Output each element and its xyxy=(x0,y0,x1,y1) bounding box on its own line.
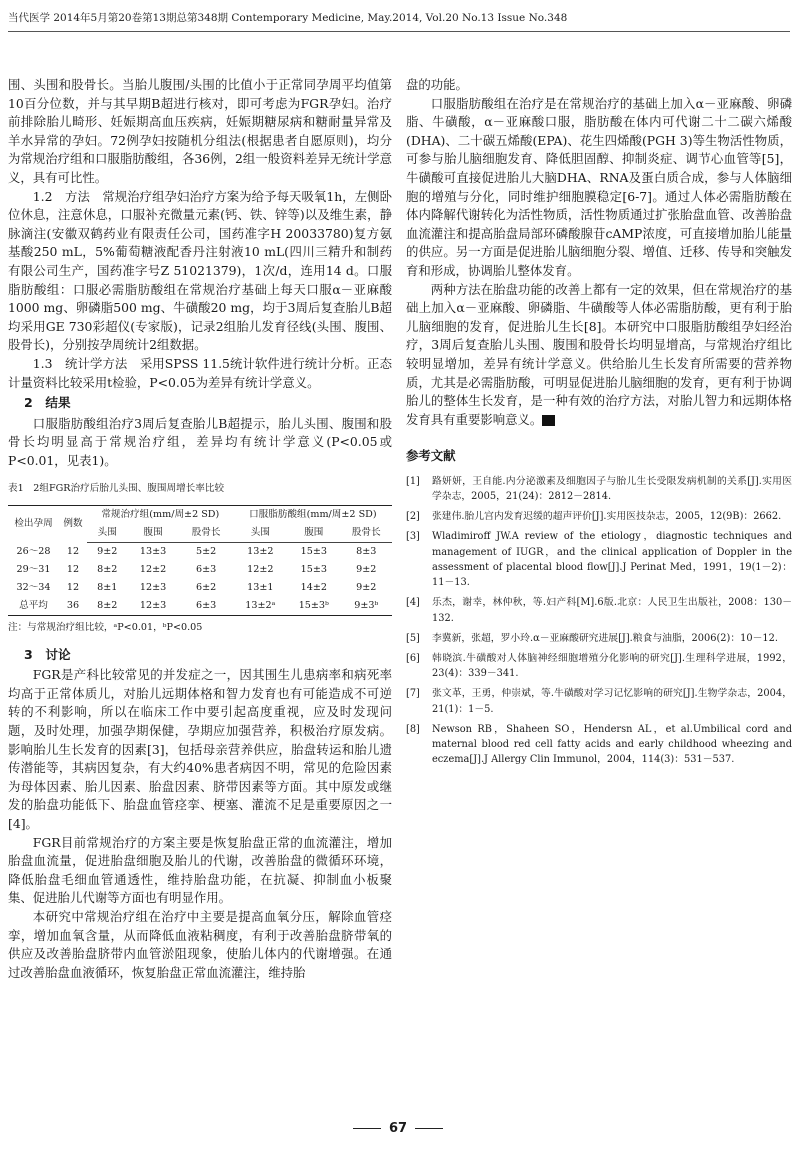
table-cell: 8±2 xyxy=(87,597,128,616)
section-heading-discussion: 3 讨论 xyxy=(24,646,71,662)
table-header-group2: 口服脂肪酸组(mm/周±2 SD) xyxy=(234,506,392,525)
reference-list xyxy=(406,474,792,767)
table-cell: 13±3 xyxy=(139,546,167,558)
right-column xyxy=(406,76,792,772)
discussion-paragraph: FGR目前常规治疗的方案主要是恢复胎盘正常的血流灌注，增加胎盘血流量，促进胎盘细胞及胎儿的代谢，改善胎盘的微循环环境，降低胎盘毛细血管通透性，维持胎盘功能，在抗凝、抑制血小板聚集、促进胎儿代谢等方面也有明显作用。 xyxy=(8,834,392,906)
reference-item xyxy=(406,686,792,716)
reference-text: 韩晓滨.牛磺酸对人体脑神经细胞增殖分化影响的研究[J].生理科学进展，1992，23(4)：339－341. xyxy=(432,652,792,680)
running-header: 当代医学 2014年5月第20卷第13期总第348期 Contemporary Medicine, May.2014, Vol.20 No.13 Issue No.348 xyxy=(8,12,568,24)
reference-number: [2] xyxy=(406,511,420,523)
table-row-total xyxy=(8,597,392,616)
reference-number: [3] xyxy=(406,531,420,543)
table-cell: 29～31 xyxy=(16,564,51,576)
table-cell: 8±2 xyxy=(97,564,118,576)
table-caption: 表1 2组FGR治疗后胎儿头围、腹围周增长率比较 xyxy=(8,483,225,495)
header-rule xyxy=(8,31,790,32)
references-heading: 参考文献 xyxy=(406,448,456,464)
reference-text: 乐杰，谢幸，林仲秋，等.妇产科[M].6版.北京：人民卫生出版社，2008：130－132. xyxy=(432,597,792,624)
table-row xyxy=(8,561,392,579)
table-cell: 15±3ᵇ xyxy=(287,597,341,616)
table-note: 注：与常规治疗组比较，ᵃP<0.01，ᵇP<0.05 xyxy=(8,622,203,634)
discussion-paragraph: FGR是产科比较常见的并发症之一，因其围生儿患病率和病死率均高于正常体质儿，对胎儿远期体格和智力发育也有可能造成不可逆转的不利影响，所以在临床工作中要引起高度重视，应及时发现问题，及时处理，加强孕期保健，孕期应加强营养，积极治疗原发病。影响胎儿生长发育的因素[3]，包括母亲营养供应，胎盘转运和胎儿遗传潜能等，其病因复杂，有大约40%患者病因不明，常见的危险因素为母体因素、胎儿因素、胎盘因素、脐带因素等方面。其中原发或继发的胎盘功能低下、胎盘血管痉挛、梗塞、灌流不足是重要原因之一[4]。 xyxy=(8,667,392,831)
table-cell: 12 xyxy=(66,582,80,594)
discussion-paragraph: 本研究中常规治疗组在治疗中主要是提高血氧分压，解除血管痉挛，增加血氧含量，从而降低血液粘稠度，有利于改善胎盘脐带氧的供应及改善胎盘脐带内血管淤阻现象，使胎儿体内的代谢增强。在通过改善胎盘血液循环，恢复胎盘正常血流灌注，维持胎 xyxy=(8,908,392,980)
table-cell: 12±3 xyxy=(128,597,179,616)
table-cell: 26～28 xyxy=(16,545,51,557)
section-heading-results: 2 结果 xyxy=(24,395,71,411)
table-subheader: 头围 xyxy=(234,524,287,543)
table-cell: 6±3 xyxy=(196,564,217,576)
paragraph: 盘的功能。 xyxy=(406,77,468,92)
table-row xyxy=(8,579,392,597)
reference-text: 李冀新，张超，罗小玲.α－亚麻酸研究进展[J].粮食与油脂，2006(2)：10－12. xyxy=(432,632,778,644)
footer-rule xyxy=(415,1128,443,1129)
table-cell: 8±3 xyxy=(356,546,377,558)
page-number: 67 xyxy=(388,1121,408,1136)
table-cell: 15±3 xyxy=(300,546,327,558)
reference-text: Wladimiroff JW.A review of the etiology，diagnostic techniques and management of IUGR，and the clinical application of Doppler in the assessment of placental blood flow[J].J Perinat Med，1991，19(1－2)：11－13. xyxy=(432,531,792,589)
table-cell: 32～34 xyxy=(16,582,51,594)
reference-text: 张文革，王勇，仲崇斌，等.牛磺酸对学习记忆影响的研究[J].生物学杂志，2004，21(1)：1－5. xyxy=(432,688,792,715)
table-cell: 9±2 xyxy=(97,546,118,558)
table-row xyxy=(8,543,392,562)
end-mark-icon: CM xyxy=(542,415,555,426)
table-cell: 36 xyxy=(59,597,87,616)
reference-item xyxy=(406,631,792,646)
reference-text: Newson RB，Shaheen SO，Hendersn AL，et al.Umbilical cord and maternal blood red cell fatty acids and early childhood wheezing and eczema[J].J Allergy Clin Immunol，2004，114(3)：531－537. xyxy=(432,723,792,766)
table-cell: 9±3ᵇ xyxy=(341,597,392,616)
table-subheader: 头围 xyxy=(87,524,128,543)
table-cell: 6±2 xyxy=(196,582,217,594)
paragraph-text: 两种方法在胎盘功能的改善上都有一定的效果，但在常规治疗的基础上加入α－亚麻酸、卵磷脂、牛磺酸等人体必需脂肪酸，更有利于胎儿脑细胞的发育，促进胎儿生长[8]。本研究中口服脂肪酸组孕妇经治疗，3周后复查胎儿头围、腹围和股骨长均明显增高，与常规治疗组比较明显增加，差异有统计学意义。供给胎儿生长发育所需要的营养物质，尤其是必需脂肪酸，可明显促进胎儿脑细胞的发育，更有利于协调胎儿的整体生长发育，是一种有效的治疗方法，对胎儿智力和远期体格发育具有重要影响意义。 xyxy=(406,281,792,427)
table-header-group1: 常规治疗组(mm/周±2 SD) xyxy=(87,506,234,525)
footer-rule xyxy=(353,1128,381,1129)
reference-number: [6] xyxy=(406,652,420,664)
statistics-paragraph: 1.3 统计学方法 采用SPSS 11.5统计软件进行统计分析。正态计量资料比较采用t检验，P<0.05为差异有统计学意义。 xyxy=(8,355,392,390)
reference-item xyxy=(406,722,792,768)
discussion-paragraph xyxy=(406,281,792,430)
reference-item xyxy=(406,509,792,524)
table-cell: 12±3 xyxy=(139,582,167,594)
reference-number: [4] xyxy=(406,597,420,609)
table-header-cases: 例数 xyxy=(59,506,87,543)
table-cell: 13±2 xyxy=(247,546,274,558)
discussion-paragraph: 口服脂肪酸组在治疗是在常规治疗的基础上加入α－亚麻酸、卵磷脂、牛磺酸，α－亚麻酸口服，脂肪酸在体内可代谢二十二碳六烯酸(DHA)、二十碳五烯酸(EPA)、花生四烯酸(PGH 3)等生物活性物质，可参与胎儿脑细胞发育、降低胆固醇、抑制炎症、调节心血管等[5]，牛磺酸可直接促进胎儿大脑DHA、RNA及蛋白质合成，参与人体脑细胞的增殖与分化，同时维护细胞膜稳定[6-7]。通过人体必需脂肪酸在体内降解代谢转化为活性物质，活性物质通过扩张胎盘血管、改善胎盘血流灌注和提高胎盘局部环磷酸腺苷cAMP浓度，可直接增加胎儿能量的供应。另一方面是促进胎儿脑细胞分裂、增值、迁移、传导和突触发育和形成，协调胎儿整体发育。 xyxy=(406,95,792,278)
reference-number: [1] xyxy=(406,475,420,487)
results-paragraph: 口服脂肪酸组治疗3周后复查胎儿B超提示，胎儿头围、腹围和股骨长均明显高于常规治疗组，差异均有统计学意义(P<0.05或P<0.01，见表1)。 xyxy=(8,415,392,468)
table-cell: 12±2 xyxy=(139,564,167,576)
table-cell: 9±2 xyxy=(356,564,377,576)
table-cell: 6±3 xyxy=(179,597,234,616)
reference-number: [7] xyxy=(406,688,420,700)
table-cell: 12 xyxy=(66,564,80,576)
reference-text: 张建伟.胎儿宫内发育迟缓的超声评价[J].实用医技杂志，2005，12(9B)：2662. xyxy=(432,511,782,523)
paragraph: 围、头围和股骨长。当胎儿腹围/头围的比值小于正常同孕周平均值第10百分位数，并与其早期B超进行核对，即可考虑为FGR孕妇。治疗前排除胎儿畸形、妊娠期高血压疾病，妊娠期糖尿病和糖耐量异常及羊水异常的孕妇。72例孕妇按随机分组法(根据患者自愿原则)，均分为常规治疗组和口服脂肪酸组，各36例，2组一般资料差异无统计学意义，具有可比性。 xyxy=(8,77,392,185)
reference-item xyxy=(406,474,792,504)
table-cell: 12±2 xyxy=(247,564,274,576)
reference-number: [8] xyxy=(406,723,420,735)
page-footer xyxy=(330,1121,466,1136)
table-header-week: 检出孕周 xyxy=(8,506,59,543)
left-column xyxy=(8,76,392,982)
results-table xyxy=(8,505,392,616)
table-cell: 13±2ᵃ xyxy=(234,597,287,616)
methods-paragraph: 1.2 方法 常规治疗组孕妇治疗方案为给予每天吸氧1h，左侧卧位休息，注意休息，口服补充微量元素(钙、铁、锌等)以及维生素，静脉滴注(安徽双鹤药业有限责任公司，国药准字H 20033780)复方氨基酸250 mL，5%葡萄糖液配香丹注射液10 mL(四川三精升和制药有限公司生产，国药准字号Z 51021379)，1次/d，连用14 d。口服脂肪酸组：口服必需脂肪酸组在常规治疗基础上每天口服α－亚麻酸1000 mg、卵磷脂500 mg、牛磺酸20 mg，均于3周后复查胎儿B超均采用GE 730彩超仪(专家版)，记录2组胎儿发育径线(头围、腹围、股骨长)，分别按孕周统计2组数据。 xyxy=(8,188,392,353)
table-subheader: 腹围 xyxy=(128,524,179,543)
table-cell: 9±2 xyxy=(356,582,377,594)
table-cell: 12 xyxy=(66,545,80,557)
table-cell: 总平均 xyxy=(8,597,59,616)
table-subheader: 腹围 xyxy=(287,524,341,543)
reference-text: 路妍妍，王自能.内分泌激素及细胞因子与胎儿生长受限发病机制的关系[J].实用医学杂志，2005，21(24)：2812－2814. xyxy=(432,475,792,503)
table-cell: 14±2 xyxy=(300,582,327,594)
table-subheader: 股骨长 xyxy=(179,524,234,543)
table-cell: 13±1 xyxy=(247,582,274,594)
table-cell: 5±2 xyxy=(196,546,217,558)
table-subheader: 股骨长 xyxy=(341,524,392,543)
reference-number: [5] xyxy=(406,632,420,644)
table-cell: 8±1 xyxy=(97,582,118,594)
table-cell: 15±3 xyxy=(300,564,327,576)
reference-item xyxy=(406,529,792,590)
reference-item xyxy=(406,595,792,625)
reference-item xyxy=(406,651,792,681)
